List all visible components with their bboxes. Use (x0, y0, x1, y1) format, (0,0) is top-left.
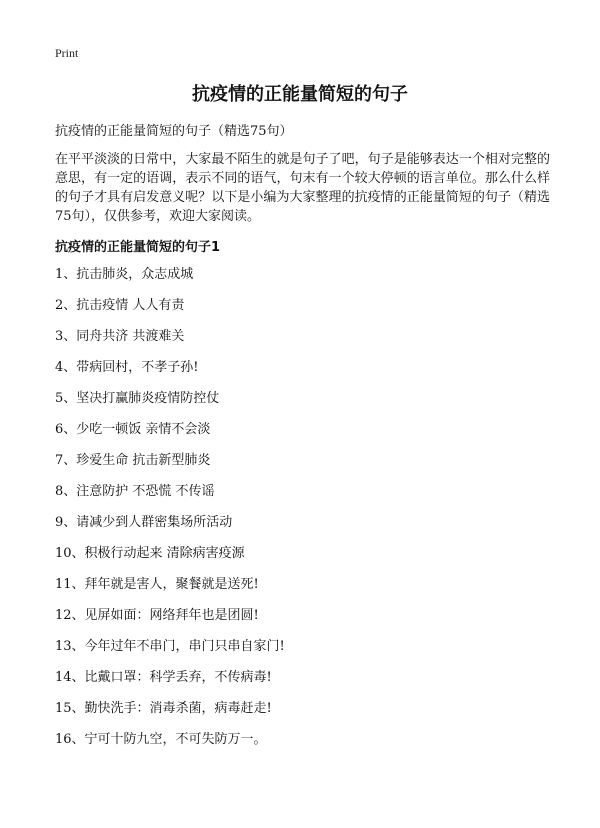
sentence-item: 11、拜年就是害人，聚餐就是送死! (55, 577, 259, 592)
sentence-list (55, 265, 285, 761)
document-subtitle: 抗疫情的正能量简短的句子（精选75句） (55, 124, 293, 139)
sentence-item: 16、宁可十防九空，不可失防万一。 (55, 732, 267, 747)
intro-paragraph: 在平平淡淡的日常中，大家最不陌生的就是句子了吧，句子是能够表达一个相对完整的意思，有一定的语调，表示不同的语气，句末有一个较大停顿的语言单位。那么什么样的句子才具有启发意义呢？以下是小编为大家整理的抗疫情的正能量简短的句子（精选75句），仅供参考，欢迎大家阅读。 (55, 152, 550, 224)
sentence-item: 13、今年过年不串门，串门只串自家门! (55, 639, 285, 654)
sentence-item: 8、注意防护 不恐慌 不传谣 (55, 484, 215, 499)
sentence-item: 4、带病回村，不孝子孙! (55, 360, 199, 375)
sentence-item: 3、同舟共济 共渡难关 (55, 329, 185, 344)
sentence-item: 2、抗击疫情 人人有责 (55, 298, 185, 313)
sentence-item: 10、积极行动起来 清除病害疫源 (55, 546, 245, 561)
sentence-item: 1、抗击肺炎，众志成城 (55, 267, 194, 282)
section-heading: 抗疫情的正能量简短的句子1 (55, 240, 221, 255)
print-link[interactable]: Print (55, 46, 79, 60)
page-title: 抗疫情的正能量简短的句子 (192, 84, 408, 105)
sentence-item: 12、见屏如面：网络拜年也是团圆! (55, 608, 259, 623)
sentence-item: 5、坚决打赢肺炎疫情防控仗 (55, 391, 220, 406)
sentence-item: 15、勤快洗手：消毒杀菌，病毒赶走! (55, 701, 272, 716)
sentence-item: 7、珍爱生命 抗击新型肺炎 (55, 453, 211, 468)
sentence-item: 14、比戴口罩：科学丢弃，不传病毒! (55, 670, 272, 685)
sentence-item: 6、少吃一顿饭 亲情不会淡 (55, 422, 211, 437)
sentence-item: 9、请减少到人群密集场所活动 (55, 515, 233, 530)
